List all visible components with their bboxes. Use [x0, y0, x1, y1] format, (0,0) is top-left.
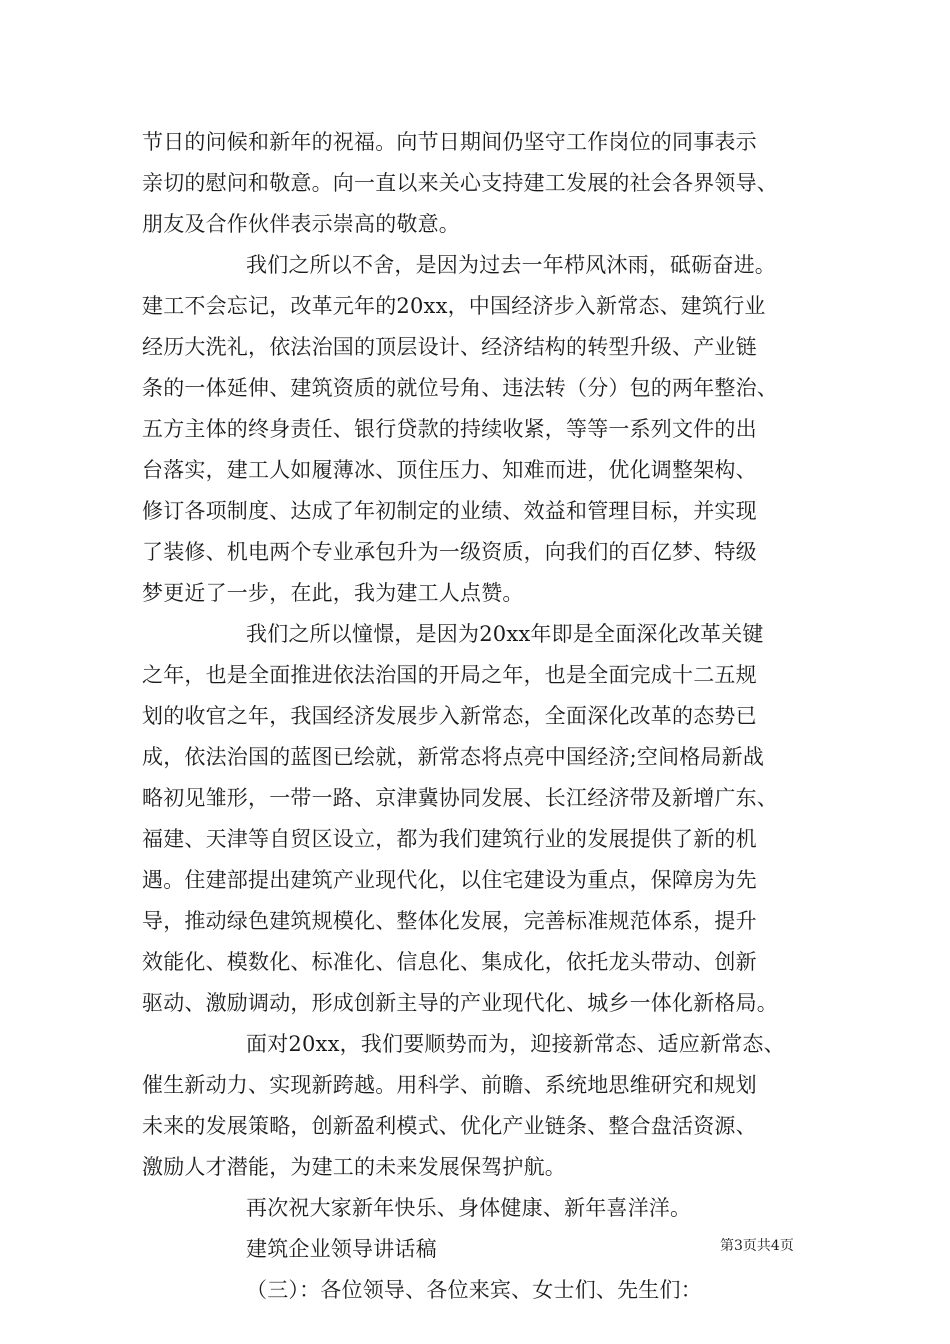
text-line: 之年，也是全面推进依法治国的开局之年，也是全面完成十二五规 [142, 663, 757, 687]
text-line: 建工不会忘记，改革元年的20xx，中国经济步入新常态、建筑行业 [142, 294, 766, 318]
page-number: 第3页共4页 [720, 1238, 794, 1254]
section-heading: 建筑企业领导讲话稿 [246, 1237, 437, 1261]
closing-line: 再次祝大家新年快乐、身体健康、新年喜洋洋。 [246, 1196, 692, 1220]
text-line: 划的收官之年，我国经济发展步入新常态，全面深化改革的态势已 [142, 704, 757, 728]
text-line: 亲切的慰问和敬意。向一直以来关心支持建工发展的社会各界领导、 [142, 171, 778, 195]
text-line: 成，依法治国的蓝图已绘就，新常态将点亮中国经济;空间格局新战 [142, 745, 765, 769]
text-line: 梦更近了一步，在此，我为建工人点赞。 [142, 581, 524, 605]
text-line: 经历大洗礼，依法治国的顶层设计、经济结构的转型升级、产业链 [142, 335, 757, 359]
text-line: 了装修、机电两个专业承包升为一级资质，向我们的百亿梦、特级 [142, 540, 757, 564]
text-line: 五方主体的终身责任、银行贷款的持续收紧，等等一系列文件的出 [142, 417, 757, 441]
text-line: 催生新动力、实现新跨越。用科学、前瞻、系统地思维研究和规划 [142, 1073, 757, 1097]
text-line: 略初见雏形，一带一路、京津冀协同发展、长江经济带及新增广东、 [142, 786, 778, 810]
text-line: 朋友及合作伙伴表示崇高的敬意。 [142, 212, 460, 236]
text-line: 遇。住建部提出建筑产业现代化，以住宅建设为重点，保障房为先 [142, 868, 757, 892]
paragraph-first-line: 面对20xx，我们要顺势而为，迎接新常态、适应新常态、 [246, 1032, 785, 1056]
text-line: 福建、天津等自贸区设立，都为我们建筑行业的发展提供了新的机 [142, 827, 757, 851]
text-line: 激励人才潜能，为建工的未来发展保驾护航。 [142, 1155, 566, 1179]
paragraph-first-line: 我们之所以憧憬，是因为20xx年即是全面深化改革关键 [246, 622, 764, 646]
paragraph-first-line: 我们之所以不舍，是因为过去一年栉风沐雨，砥砺奋进。 [246, 253, 776, 277]
text-line: 台落实，建工人如履薄冰、顶住压力、知难而进，优化调整架构、 [142, 458, 757, 482]
text-line: 修订各项制度、达成了年初制定的业绩、效益和管理目标，并实现 [142, 499, 757, 523]
section-opening-line: （三）：各位领导、各位来宾、女士们、先生们： [246, 1278, 702, 1302]
text-line: 导，推动绿色建筑规模化、整体化发展，完善标准规范体系，提升 [142, 909, 757, 933]
text-line: 条的一体延伸、建筑资质的就位号角、违法转（分）包的两年整治、 [142, 376, 778, 400]
text-line: 节日的问候和新年的祝福。向节日期间仍坚守工作岗位的同事表示 [142, 130, 757, 154]
text-line: 效能化、模数化、标准化、信息化、集成化，依托龙头带动、创新 [142, 950, 757, 974]
text-line: 驱动、激励调动，形成创新主导的产业现代化、城乡一体化新格局。 [142, 991, 778, 1015]
text-line: 未来的发展策略，创新盈利模式、优化产业链条、整合盘活资源、 [142, 1114, 757, 1138]
